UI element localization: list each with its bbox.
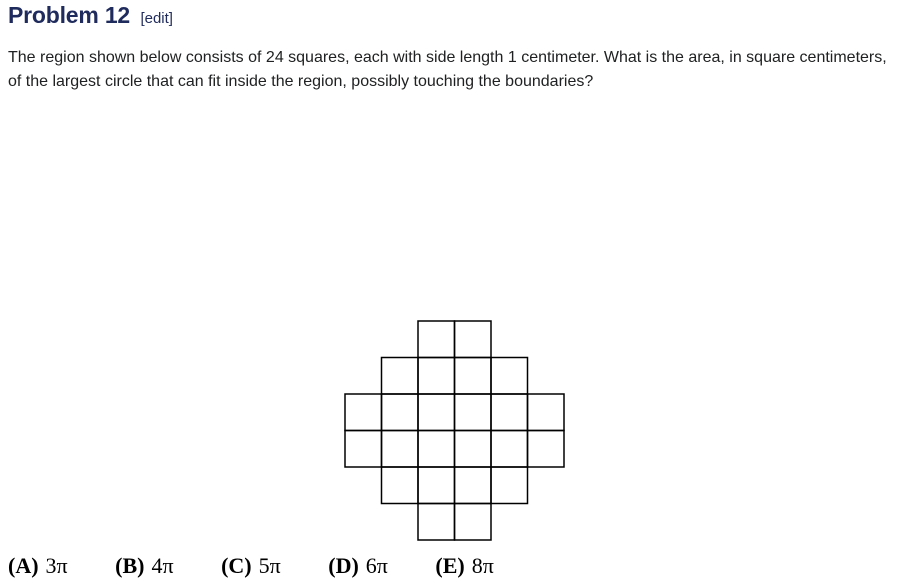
grid-square	[382, 394, 419, 431]
grid-square	[418, 321, 455, 358]
grid-square	[382, 358, 419, 395]
answer-choices	[8, 553, 536, 579]
choice-d: (D) 6π	[328, 553, 388, 578]
grid-square	[418, 394, 455, 431]
edit-link[interactable]: [edit]	[140, 10, 173, 27]
grid-square	[455, 358, 492, 395]
grid-square	[491, 394, 528, 431]
grid-square	[491, 358, 528, 395]
grid-square	[455, 394, 492, 431]
grid-square	[418, 504, 455, 541]
choice-e: (E) 8π	[435, 553, 494, 578]
grid-square	[491, 431, 528, 468]
grid-square	[345, 394, 382, 431]
choice-b: (B) 4π	[115, 553, 174, 578]
problem-statement: The region shown below consists of 24 squares, each with side length 1 centimeter. What is the area, in square centimeters, of the largest circle that can fit inside the region, possibly touching the boundaries?	[8, 49, 887, 90]
grid-square	[491, 467, 528, 504]
grid-square	[528, 431, 565, 468]
grid-square	[345, 431, 382, 468]
problem-title: Problem 12	[8, 2, 130, 28]
choice-a: (A) 3π	[8, 553, 68, 578]
choice-c: (C) 5π	[221, 553, 281, 578]
grid-square	[455, 467, 492, 504]
grid-square	[528, 394, 565, 431]
problem-heading	[8, 2, 173, 29]
grid-square	[382, 431, 419, 468]
grid-square	[418, 431, 455, 468]
grid-square	[455, 431, 492, 468]
grid-square	[382, 467, 419, 504]
grid-square	[455, 321, 492, 358]
grid-square	[418, 358, 455, 395]
grid-square	[455, 504, 492, 541]
grid-square	[418, 467, 455, 504]
